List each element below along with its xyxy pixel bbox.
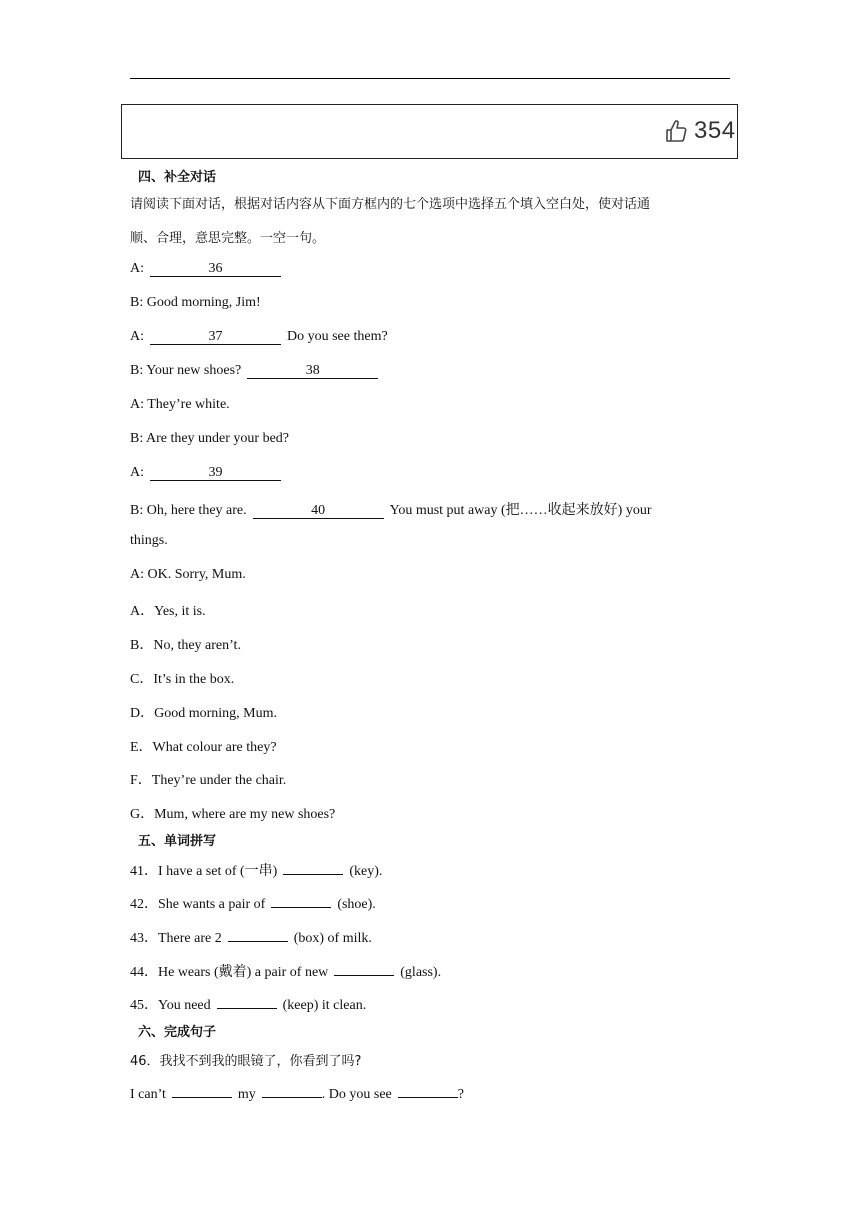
- speaker-a: A:: [130, 465, 144, 480]
- blank-40[interactable]: 40: [253, 504, 384, 519]
- option-e: E．What colour are they?: [130, 740, 277, 755]
- question-44: [130, 961, 441, 981]
- question-text: 44．He wears (戴着) a pair of new: [130, 965, 329, 980]
- question-42: [130, 893, 376, 913]
- blank-39[interactable]: 39: [150, 466, 281, 481]
- option-c: C．It’s in the box.: [130, 672, 235, 687]
- dialogue-text: B: Oh, here they are.: [130, 503, 247, 518]
- question-text: (box) of milk.: [293, 931, 372, 946]
- question-text: (keep) it clean.: [282, 998, 367, 1013]
- like-count: 354: [694, 117, 736, 144]
- question-text: 42．She wants a pair of: [130, 897, 266, 912]
- instruction-line-1: 请阅读下面对话，根据对话内容从下面方框内的七个选项中选择五个填入空白处，使对话通: [130, 197, 651, 212]
- dialogue-text: Do you see them?: [287, 329, 388, 344]
- question-text: (shoe).: [337, 897, 376, 912]
- question-text: 41．I have a set of (一串): [130, 864, 278, 879]
- dialogue-line-b2: [130, 363, 378, 379]
- question-41: [130, 860, 382, 880]
- speaker-a: A:: [130, 329, 144, 344]
- dialogue-line-b4: [130, 499, 651, 519]
- answer-blank[interactable]: [228, 929, 288, 942]
- answer-blank[interactable]: [172, 1085, 232, 1098]
- question-text: (glass).: [400, 965, 442, 980]
- answer-blank[interactable]: [398, 1085, 458, 1098]
- instruction-line-2: 顺、合理，意思完整。一空一句。: [130, 231, 326, 246]
- dialogue-line-b4-cont: things.: [130, 533, 168, 548]
- dialogue-line-a1: [130, 261, 281, 277]
- answer-blank[interactable]: [217, 996, 277, 1009]
- section6-heading: 六、完成句子: [138, 1025, 217, 1040]
- dialogue-text: B: Your new shoes?: [130, 363, 242, 378]
- blank-38[interactable]: 38: [247, 364, 378, 379]
- thumbs-up-icon[interactable]: [665, 119, 687, 143]
- question-text: (key).: [349, 864, 383, 879]
- option-d: D．Good morning, Mum.: [130, 706, 277, 721]
- question-text: 43．There are 2: [130, 931, 222, 946]
- question-43: [130, 927, 372, 947]
- dialogue-line-a5: A: OK. Sorry, Mum.: [130, 567, 246, 582]
- question-text: I can’t: [130, 1087, 166, 1102]
- question-46-chinese: 46．我找不到我的眼镜了，你看到了吗?: [130, 1054, 362, 1069]
- question-46-english: [130, 1085, 464, 1103]
- question-45: [130, 994, 366, 1014]
- option-f: F．They’re under the chair.: [130, 773, 287, 788]
- question-text: my: [237, 1087, 256, 1102]
- dialogue-line-a3: A: They’re white.: [130, 397, 230, 412]
- like-widget[interactable]: [121, 104, 738, 159]
- dialogue-line-a2: [130, 329, 388, 345]
- dialogue-line-b3: B: Are they under your bed?: [130, 431, 290, 446]
- question-text: . Do you see: [321, 1087, 392, 1102]
- option-g: G．Mum, where are my new shoes?: [130, 807, 336, 822]
- dialogue-text: You must put away (把……收起来放好) your: [389, 503, 652, 518]
- question-text: 45．You need: [130, 998, 211, 1013]
- blank-37[interactable]: 37: [150, 330, 281, 345]
- question-text: ?: [457, 1087, 464, 1102]
- dialogue-line-b1: B: Good morning, Jim!: [130, 295, 261, 310]
- answer-blank[interactable]: [283, 862, 343, 875]
- answer-blank[interactable]: [262, 1085, 322, 1098]
- option-a: A．Yes, it is.: [130, 604, 206, 619]
- answer-blank[interactable]: [334, 963, 394, 976]
- dialogue-line-a4: [130, 465, 281, 481]
- header-rule: [130, 78, 730, 79]
- speaker-a: A:: [130, 261, 144, 276]
- option-b: B．No, they aren’t.: [130, 638, 241, 653]
- section5-heading: 五、单词拼写: [138, 834, 217, 849]
- blank-36[interactable]: 36: [150, 262, 281, 277]
- section4-heading: 四、补全对话: [138, 170, 217, 185]
- answer-blank[interactable]: [271, 895, 331, 908]
